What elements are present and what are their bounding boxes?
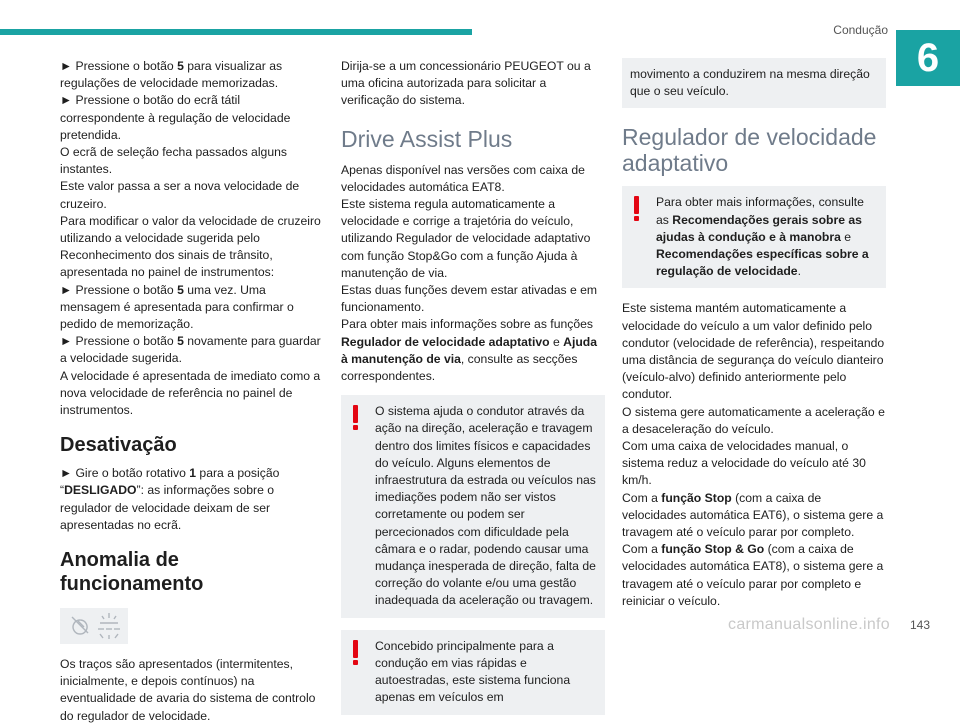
paragraph: ► Pressione o botão 5 novamente para guardar a velocidade sugerida.	[60, 334, 321, 366]
cruise-fault-display-icon	[60, 608, 128, 644]
paragraph: Este valor passa a ser a nova velocidade de cruzeiro.	[60, 179, 300, 211]
warning-note	[341, 630, 605, 715]
header-accent-bar	[0, 29, 472, 35]
column-3	[622, 58, 886, 610]
column-1	[60, 58, 326, 725]
paragraph: Com uma caixa de velocidades manual, o sistema reduz a velocidade do veículo até 30 km/h.	[622, 439, 866, 488]
paragraph: ► Pressione o botão do ecrã tátil correspondente à regulação de velocidade pretendida.	[60, 93, 291, 142]
warning-text: Concebido principalmente para a condução em vias rápidas e autoestradas, este sistema funciona apenas em veículos em	[375, 638, 571, 705]
warning-text: Para obter mais informações, consulte as Recomendações gerais sobre as ajudas à condução e à manobra e Recomendações específicas sobre a regulação de velocidade.	[656, 195, 869, 279]
paragraph: A velocidade é apresentada de imediato como a nova velocidade de referência no painel de instrumentos.	[60, 368, 321, 418]
warning-note	[341, 395, 605, 617]
page-number: 143	[909, 618, 930, 632]
warning-text: movimento a conduzirem na mesma direção que o seu veículo.	[630, 67, 870, 99]
watermark: carmanualsonline.info	[728, 616, 890, 633]
paragraph: Este sistema regula automaticamente a velocidade e corrige a trajetória do veículo, utilizando Regulador de velocidade adaptativo com função Stop&Go com a função Ajuda à manutenção de via.	[341, 197, 591, 280]
chapter-number: 6	[896, 30, 960, 86]
paragraph: O ecrã de seleção fecha passados alguns instantes.	[60, 145, 287, 177]
paragraph: Com a função Stop & Go (com a caixa de velocidades automática EAT8), o sistema gere a travagem até o veículo parar por completo e reiniciar o veículo.	[622, 542, 884, 608]
warning-text: O sistema ajuda o condutor através da ação na direção, aceleração e travagem dentro dos limites físicos e capacidades do veículo. Alguns elementos de infraestrutura da estrada ou veículos nas imediações podem não ser vistos corretamente ou podem ser percecionados com dificuldade pela câmara e o radar, podendo causar uma mudança inesperada de direção, falta de correção do volante e/ou uma gestão inadequada da aceleração ou travagem.	[375, 404, 596, 608]
heading-deactivation: Desativação	[60, 434, 177, 457]
warning-icon	[353, 405, 359, 431]
paragraph: Dirija-se a um concessionário PEUGEOT ou a uma oficina autorizada para solicitar a verificação do sistema.	[341, 59, 591, 108]
paragraph: Com a função Stop (com a caixa de velocidades automática EAT6), o sistema gere a travagem até o veículo parar por completo.	[622, 490, 884, 540]
paragraph: Apenas disponível nas versões com caixa de velocidades automática EAT8.	[341, 162, 585, 194]
warning-icon	[353, 640, 359, 666]
warning-note	[622, 186, 886, 288]
paragraph: Para modificar o valor da velocidade de cruzeiro utilizando a velocidade sugerida pelo Reconhecimento dos sinais de trânsito, apresentada no painel de instrumentos:	[60, 213, 321, 280]
paragraph: Estas duas funções devem estar ativadas e em funcionamento.	[341, 283, 598, 315]
heading-adaptive-cruise: Regulador de velocidade adaptativo	[622, 124, 877, 177]
paragraph: Para obter mais informações sobre as funções Regulador de velocidade adaptativo e Ajuda à manutenção de via, consulte as secções correspondentes.	[341, 317, 598, 384]
paragraph: Os traços são apresentados (intermitentes, inicialmente, e depois contínuos) na eventualidade de avaria do sistema de controlo do regulador de velocidade.	[60, 657, 316, 723]
paragraph: ► Pressione o botão 5 uma vez. Uma mensagem é apresentada para confirmar o pedido de memorização.	[60, 282, 294, 332]
warning-icon	[634, 196, 640, 222]
section-title: Condução	[833, 23, 888, 37]
paragraph: Este sistema mantém automaticamente a velocidade do veículo a um valor definido pelo condutor (velocidade de referência), respeitando uma distância de segurança do veículo dianteiro (veículo-alvo) definido anteriormente pelo condutor.	[622, 301, 885, 402]
paragraph: ► Gire o botão rotativo 1 para a posição “DESLIGADO”: as informações sobre o regulador de velocidade deixam de ser apresentadas no ecrã.	[60, 466, 280, 532]
heading-drive-assist-plus: Drive Assist Plus	[341, 125, 513, 152]
heading-malfunction: Anomalia de funcionamento	[60, 549, 204, 596]
paragraph: O sistema gere automaticamente a aceleração e a desaceleração do veículo.	[622, 404, 885, 436]
warning-note-continued	[622, 58, 886, 108]
paragraph: ► Pressione o botão 5 para visualizar as regulações de velocidade memorizadas.	[60, 59, 283, 91]
column-2	[341, 58, 605, 727]
